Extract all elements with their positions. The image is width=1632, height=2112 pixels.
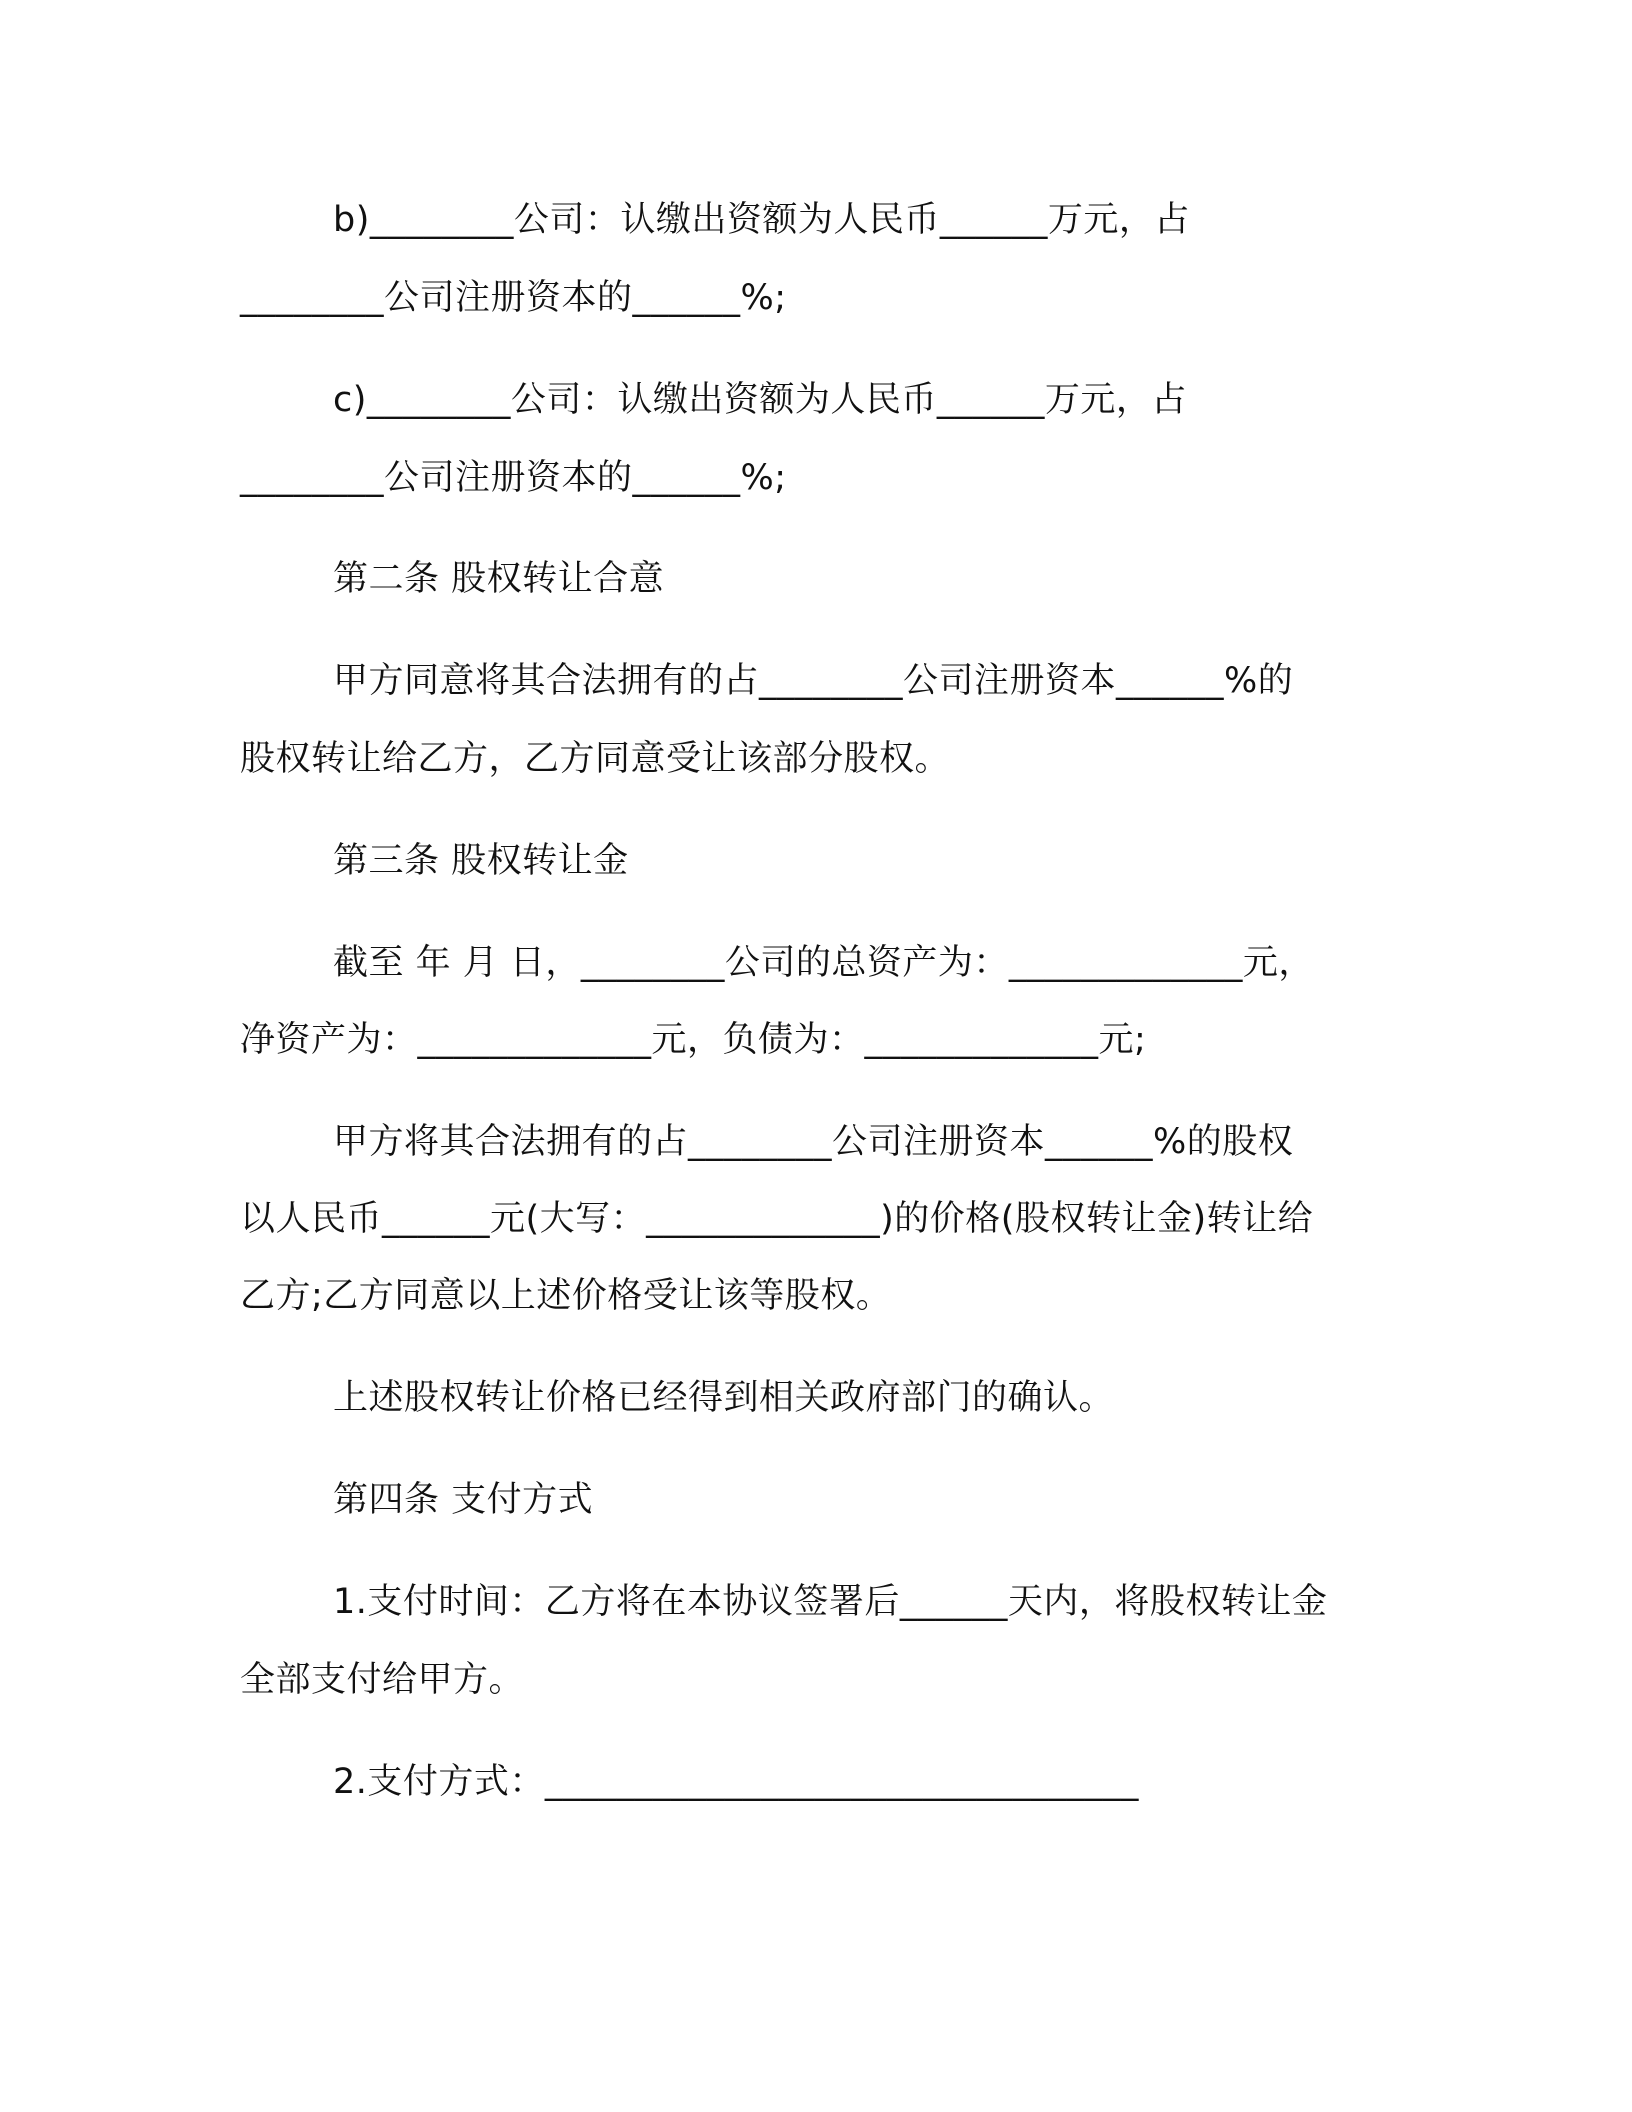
clause-c-line-2: ________公司注册资本的______%; [240, 458, 787, 498]
clause-c-line-1: c)________公司：认缴出资额为人民币______万元，占 [333, 380, 1187, 420]
article-3-heading: 第三条 股权转让金 [333, 841, 629, 881]
assets-line-1: 截至 年 月 日，________公司的总资产为：_____________元， [333, 943, 1314, 983]
clause-b-line-2: ________公司注册资本的______%; [240, 278, 787, 318]
transfer-price-line-2: 以人民币______元(大写：_____________)的价格(股权转让金)转让给 [240, 1199, 1314, 1239]
article-2-body-line-2: 股权转让给乙方，乙方同意受让该部分股权。 [240, 739, 951, 779]
article-4-heading: 第四条 支付方式 [333, 1480, 594, 1520]
article-2-body-line-1: 甲方同意将其合法拥有的占________公司注册资本______%的 [333, 661, 1294, 701]
clause-b-line-1: b)________公司：认缴出资额为人民币______万元，占 [333, 200, 1190, 240]
transfer-price-line-1: 甲方将其合法拥有的占________公司注册资本______%的股权 [333, 1122, 1294, 1162]
payment-method: 2.支付方式：_________________________________ [333, 1762, 1139, 1802]
transfer-price-line-3: 乙方;乙方同意以上述价格受让该等股权。 [240, 1276, 892, 1316]
payment-time-line-2: 全部支付给甲方。 [240, 1660, 525, 1700]
assets-line-2: 净资产为：_____________元，负债为：_____________元; [240, 1020, 1147, 1060]
government-confirmation: 上述股权转让价格已经得到相关政府部门的确认。 [333, 1378, 1115, 1418]
article-2-heading: 第二条 股权转让合意 [333, 559, 665, 599]
payment-time-line-1: 1.支付时间：乙方将在本协议签署后______天内，将股权转让金 [333, 1582, 1328, 1622]
